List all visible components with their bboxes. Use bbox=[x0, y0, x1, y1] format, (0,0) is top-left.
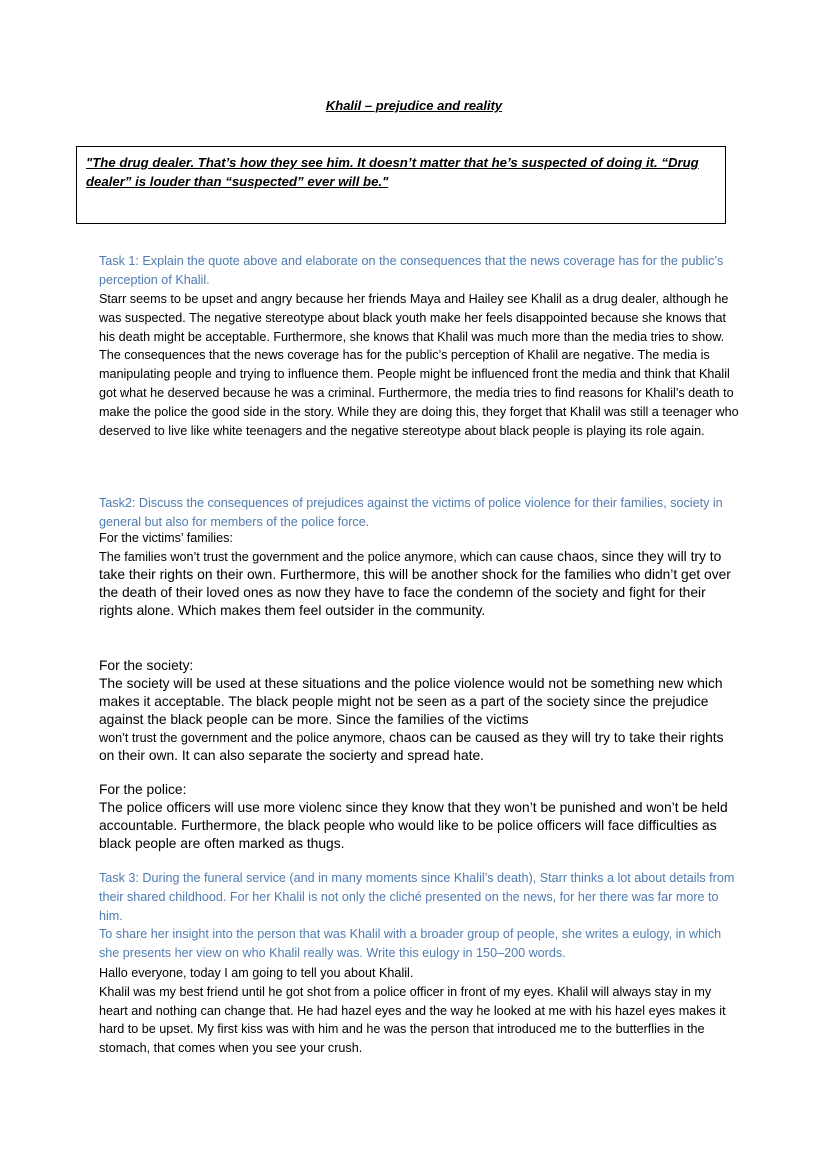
task2-society-paragraph-2 bbox=[99, 729, 739, 765]
task3-answer-paragraph-1: Hallo everyone, today I am going to tell you about Khalil. bbox=[99, 966, 414, 980]
task2-prompt: Task2: Discuss the consequences of prejudices against the victims of police violence for their families, society in general but also for members of the police force. bbox=[99, 496, 723, 529]
task2-society-text bbox=[99, 675, 739, 765]
page-title: Khalil – prejudice and reality bbox=[325, 98, 503, 113]
task2-families-text bbox=[99, 548, 739, 620]
task2-police-text: The police officers will use more violenc since they know that they won’t be punished and won’t be held accountable. Furthermore, the black people who would like to be police officers will face difficulties as black people are often marked as thugs. bbox=[99, 800, 728, 851]
task1-answer bbox=[99, 290, 739, 440]
quote-text: "The drug dealer. That’s how they see him. It doesn’t matter that he’s suspected of doing it. “Drug dealer” is louder than “suspected” ever will be." bbox=[86, 155, 699, 189]
task2-society-paragraph-1: The society will be used at these situations and the police violence would not be something new which makes it acceptable. The black people might not be seen as a part of the society since the prejudice against the black people can be more. Since the families of the victims bbox=[99, 676, 723, 727]
task2-society-rest: chaos can be caused as they will try to take their rights on their own. It can also separate the socierty and spread hate. bbox=[99, 730, 724, 763]
task2-families-lead: The families won’t trust the government and the police anymore, which can cause bbox=[99, 550, 554, 564]
task3-answer bbox=[99, 964, 739, 1058]
task3-prompt-paragraph-1: Task 3: During the funeral service (and in many moments since Khalil’s death), Starr thinks a lot about details from their shared childhood. For her Khalil is not only the cliché presented on the news, for her there was far more to him. bbox=[99, 871, 735, 923]
task1-answer-paragraph-2: The consequences that the news coverage has for the public’s perception of Khalil are negative. The media is manipulating people and trying to influence them. People might be influenced front the media and think that Khalil got what he deserved because he was a criminal. Furthermore, the media tries to find reasons for Khalil’s death to make the police the good side in the story. While they are doing this, they forget that Khalil was still a teenager who deserved to live like white teenagers and the negative stereotype about black people is playing its role again. bbox=[99, 348, 739, 438]
task2-families-rest: chaos, since they will try to take their rights on their own. Furthermore, this will be another shock for the families who didn’t get over the death of their loved ones as now they have to face the condemn of the society and fight for their rights alone. Which makes them feel outsider in the community. bbox=[99, 549, 731, 618]
task2-society-small-text: won’t trust the government and the police anymore, bbox=[99, 731, 386, 745]
task1-answer-paragraph-1: Starr seems to be upset and angry because her friends Maya and Hailey see Khalil as a drug dealer, although he was suspected. The negative stereotype about black youth make her feels disappointed because she knows that his death might be acceptable. Furthermore, she knows that Khalil was much more than the media tries to show. bbox=[99, 292, 729, 344]
task2-police-heading: For the police: bbox=[99, 782, 187, 797]
task3-prompt bbox=[99, 869, 739, 963]
task1-prompt: Task 1: Explain the quote above and elaborate on the consequences that the news coverage has for the public’s perception of Khalil. bbox=[99, 254, 724, 287]
quote-box bbox=[76, 146, 726, 224]
task3-prompt-paragraph-2: To share her insight into the person that was Khalil with a broader group of people, she writes a eulogy, in which she presents her view on who Khalil really was. Write this eulogy in 150–200 words. bbox=[99, 927, 722, 961]
task3-answer-paragraph-2: Khalil was my best friend until he got shot from a police officer in front of my eyes. Khalil will always stay in my heart and nothing can change that. He had hazel eyes and the way he looked at me with his hazel eyes makes it hard to be upset. My first kiss was with him and he was the person that introduced me to the butterflies in the stomach, that comes when you see your crush. bbox=[99, 984, 726, 1056]
task2-society-heading: For the society: bbox=[99, 658, 194, 673]
task2-families-heading: For the victims’ families: bbox=[99, 531, 233, 545]
